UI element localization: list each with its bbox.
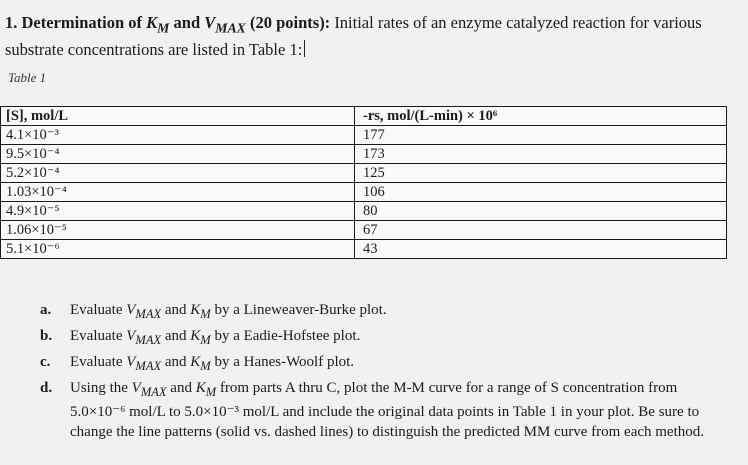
question-part (40, 326, 730, 350)
question-parts (40, 300, 730, 444)
cell-rate: 43 (355, 240, 727, 259)
part-text: Evaluate $V_{MAX}$ and $K_M$ by a Hanes-Woolf plot. (70, 354, 355, 373)
table-row (1, 126, 727, 145)
cell-substrate: 5.2×10⁻⁴ (1, 164, 355, 183)
table-row (1, 183, 727, 202)
question-part (40, 352, 730, 376)
cell-substrate: 9.5×10⁻⁴ (1, 145, 355, 164)
rates-table (0, 106, 727, 259)
cell-substrate: 1.06×10⁻⁵ (1, 221, 355, 240)
table-row (1, 145, 727, 164)
cell-substrate: 4.1×10⁻³ (1, 126, 355, 145)
cell-substrate: 1.03×10⁻⁴ (1, 183, 355, 202)
part-text: Evaluate $V_{MAX}$ and $K_M$ by a Eadie-Hofstee plot. (70, 328, 361, 347)
table-row (1, 164, 727, 183)
cell-substrate: 5.1×10⁻⁶ (1, 240, 355, 259)
table-header-row (1, 107, 727, 126)
table-row (1, 221, 727, 240)
cell-rate: 80 (355, 202, 727, 221)
header-rate: -rs, mol/(L-min) × 10⁶ (355, 107, 727, 126)
cell-rate: 67 (355, 221, 727, 240)
cell-rate: 106 (355, 183, 727, 202)
part-letter: b. (40, 328, 53, 344)
question-part (40, 300, 730, 324)
cell-rate: 173 (355, 145, 727, 164)
problem-title: Determination of $K_M$ and $V_{MAX}$ (20 points): (21, 13, 331, 36)
part-text: Using the $V_{MAX}$ and $K_M$ from parts A thru C, plot the M-M curve for a range of S concentration from 5.0×10⁻⁶ mol/L to 5.0×10⁻³ mol/L and include the original data points in Table 1 in your plot. Be sure to change the line patterns (solid vs. dashed lines) to distinguish the predicted MM curve from each method. (70, 380, 705, 440)
cell-rate: 125 (355, 164, 727, 183)
problem-number: 1. (5, 13, 18, 32)
problem-intro-line1: Initial rates of an enzyme catalyzed reaction for various (330, 13, 702, 32)
problem-statement (5, 12, 743, 61)
text-cursor (304, 40, 305, 57)
table-row (1, 240, 727, 259)
part-letter: a. (40, 302, 52, 318)
part-text: Evaluate $V_{MAX}$ and $K_M$ by a Lineweaver-Burke plot. (70, 302, 387, 321)
question-part (40, 378, 730, 442)
header-substrate: [S], mol/L (1, 107, 355, 126)
table-row (1, 202, 727, 221)
cell-substrate: 4.9×10⁻⁵ (1, 202, 355, 221)
cell-rate: 177 (355, 126, 727, 145)
table-caption: Table 1 (8, 70, 47, 85)
part-letter: c. (40, 354, 51, 370)
problem-intro-line2: substrate concentrations are listed in Table 1: (5, 40, 303, 60)
part-letter: d. (40, 380, 53, 396)
